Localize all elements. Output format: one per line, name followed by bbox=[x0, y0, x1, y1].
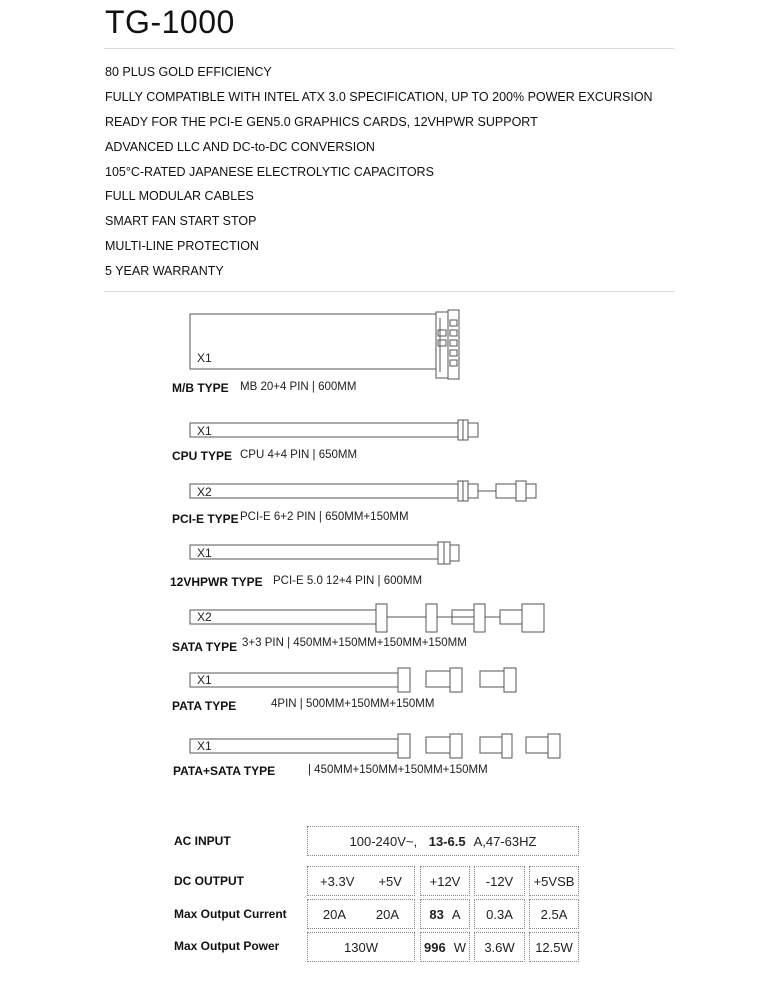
max-power-label: Max Output Power bbox=[174, 939, 280, 953]
feature-item: ADVANCED LLC AND DC-to-DC CONVERSION bbox=[105, 139, 375, 154]
feature-item: 5 YEAR WARRANTY bbox=[105, 264, 224, 279]
current-neg12v bbox=[474, 899, 525, 929]
sata-cable-drawing bbox=[190, 604, 544, 632]
rail-neg12v-header bbox=[474, 866, 525, 896]
rail-5v: +5V bbox=[378, 873, 402, 889]
ac-input-current: 13-6.5 bbox=[428, 833, 466, 849]
patasata-qty: X1 bbox=[197, 739, 212, 753]
rail-33v: +3.3V bbox=[320, 873, 355, 889]
pcie-qty: X2 bbox=[197, 485, 212, 499]
mb-desc: MB 20+4 PIN | 600MM bbox=[240, 381, 357, 393]
ac-input-value bbox=[307, 826, 579, 856]
pata-cable-drawing bbox=[190, 668, 516, 692]
cpu-desc: CPU 4+4 PIN | 650MM bbox=[240, 449, 358, 461]
feature-item: 80 PLUS GOLD EFFICIENCY bbox=[105, 65, 272, 79]
patasata-type: PATA+SATA TYPE bbox=[173, 764, 276, 778]
power-5vsb-value: 12.5W bbox=[535, 939, 573, 955]
power-12v-unit: W bbox=[453, 939, 466, 955]
pata-qty: X1 bbox=[197, 673, 212, 687]
feature-item: MULTI-LINE PROTECTION bbox=[105, 239, 259, 254]
feature-item: FULLY COMPATIBLE WITH INTEL ATX 3.0 SPECIFICATION, UP TO 200% POWER EXCURSION bbox=[105, 89, 653, 104]
patasata-desc: | 450MM+150MM+150MM+150MM bbox=[308, 764, 488, 776]
rail-12v-header bbox=[420, 866, 470, 896]
current-5vsb-value: 2.5A bbox=[540, 906, 568, 922]
pcie-cable-drawing bbox=[190, 481, 536, 501]
hpwr-cable-drawing bbox=[190, 542, 459, 564]
current-5v: 20A bbox=[375, 906, 400, 922]
hpwr-type: 12VHPWR TYPE bbox=[170, 575, 263, 589]
pcie-type: PCI-E TYPE bbox=[172, 512, 239, 526]
ac-input-post: A,47-63HZ bbox=[473, 833, 537, 849]
power-12v-number: 996 bbox=[424, 939, 446, 955]
current-12v-number: 83 bbox=[429, 906, 444, 922]
pcie-desc: PCI-E 6+2 PIN | 650MM+150MM bbox=[240, 511, 409, 523]
feature-item: 105°C-RATED JAPANESE ELECTROLYTIC CAPACITORS bbox=[105, 164, 434, 179]
cpu-qty: X1 bbox=[197, 424, 212, 438]
power-neg12v-value: 3.6W bbox=[484, 939, 515, 955]
power-neg12v bbox=[474, 932, 525, 962]
power-5vsb bbox=[529, 932, 579, 962]
current-12v-unit: A bbox=[451, 906, 461, 922]
current-neg12v-value: 0.3A bbox=[486, 906, 513, 922]
ac-input-pre: 100-240V~, bbox=[349, 833, 421, 849]
mb-cable-drawing bbox=[190, 310, 459, 379]
rail-neg12v: -12V bbox=[485, 873, 514, 889]
rail-12v: +12V bbox=[429, 873, 461, 889]
rail-33-5-header bbox=[307, 866, 415, 896]
pata-desc: 4PIN | 500MM+150MM+150MM bbox=[271, 698, 435, 710]
current-33-5 bbox=[307, 899, 415, 929]
rail-5vsb: +5VSB bbox=[533, 873, 575, 889]
sata-type: SATA TYPE bbox=[172, 640, 238, 654]
power-12v bbox=[420, 932, 470, 962]
feature-item: FULL MODULAR CABLES bbox=[105, 189, 254, 204]
max-current-label: Max Output Current bbox=[174, 907, 287, 921]
ac-input-label: AC INPUT bbox=[174, 834, 231, 848]
cpu-cable-drawing bbox=[190, 420, 478, 440]
patasata-cable-drawing bbox=[190, 734, 560, 758]
sata-qty: X2 bbox=[197, 610, 212, 624]
mb-qty: X1 bbox=[197, 351, 212, 365]
model-title: TG-1000 bbox=[105, 4, 235, 40]
dc-output-label: DC OUTPUT bbox=[174, 874, 244, 888]
current-33v: 20A bbox=[322, 906, 347, 922]
power-33-5-value: 130W bbox=[344, 939, 378, 955]
pata-type: PATA TYPE bbox=[172, 699, 237, 713]
feature-item: SMART FAN START STOP bbox=[105, 214, 257, 229]
power-33-5 bbox=[307, 932, 415, 962]
feature-item: READY FOR THE PCI-E GEN5.0 GRAPHICS CARDS, 12VHPWR SUPPORT bbox=[105, 114, 538, 129]
hpwr-desc: PCI-E 5.0 12+4 PIN | 600MM bbox=[273, 575, 423, 587]
mb-type: M/B TYPE bbox=[172, 381, 229, 395]
hpwr-qty: X1 bbox=[197, 546, 212, 560]
sata-desc: 3+3 PIN | 450MM+150MM+150MM+150MM bbox=[242, 637, 467, 649]
rail-5vsb-header bbox=[529, 866, 579, 896]
current-12v bbox=[420, 899, 470, 929]
cpu-type: CPU TYPE bbox=[172, 449, 233, 463]
current-5vsb bbox=[529, 899, 579, 929]
